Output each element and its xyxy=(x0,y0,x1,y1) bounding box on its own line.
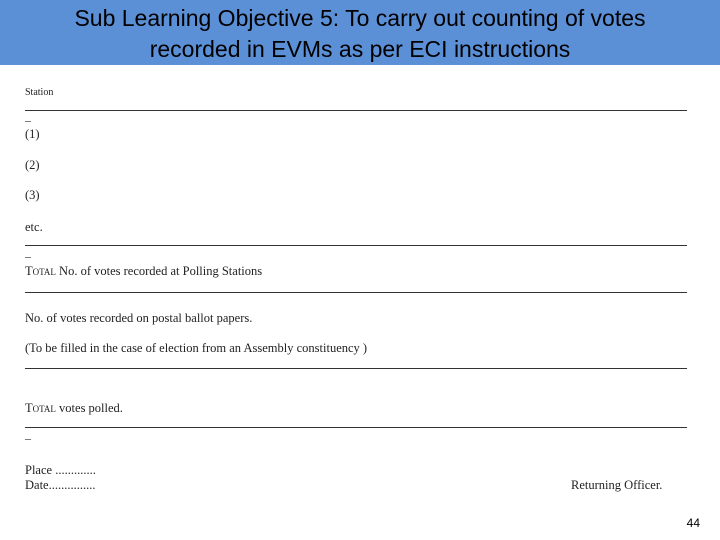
etc-label: etc. xyxy=(25,220,43,234)
date-label: Date............... xyxy=(25,478,96,492)
item-2: (2) xyxy=(25,158,40,172)
title-line-2: recorded in EVMs as per ECI instructions xyxy=(149,36,571,62)
rule-4 xyxy=(25,368,687,369)
total-polled-text: votes polled. xyxy=(55,401,123,415)
assembly-note: (To be filled in the case of election from an Assembly constituency ) xyxy=(25,341,368,355)
dash-3: – xyxy=(25,431,31,445)
station-label: Station xyxy=(25,87,54,98)
total-polled-prefix: Total xyxy=(25,401,56,415)
postal-ballot-label: No. of votes recorded on postal ballot papers. xyxy=(25,311,253,325)
total-prefix: Total xyxy=(25,264,56,278)
rule-3 xyxy=(25,292,687,293)
total-polling-text: No. of votes recorded at Polling Stations xyxy=(55,264,263,278)
returning-officer-label: Returning Officer. xyxy=(571,478,663,492)
page-number: 44 xyxy=(686,516,700,530)
dash-1: – xyxy=(25,113,31,127)
rule-1 xyxy=(25,110,687,111)
total-polling-stations xyxy=(25,264,262,279)
item-3: (3) xyxy=(25,188,40,202)
item-1: (1) xyxy=(25,127,40,141)
rule-2 xyxy=(25,245,687,246)
place-label: Place ............. xyxy=(25,463,96,477)
slide-title xyxy=(0,3,720,65)
title-bar xyxy=(0,0,720,65)
total-votes-polled xyxy=(25,401,123,416)
title-line-1: Sub Learning Objective 5: To carry out counting of votes xyxy=(74,5,646,31)
dash-2: – xyxy=(25,249,31,263)
rule-5 xyxy=(25,427,687,428)
